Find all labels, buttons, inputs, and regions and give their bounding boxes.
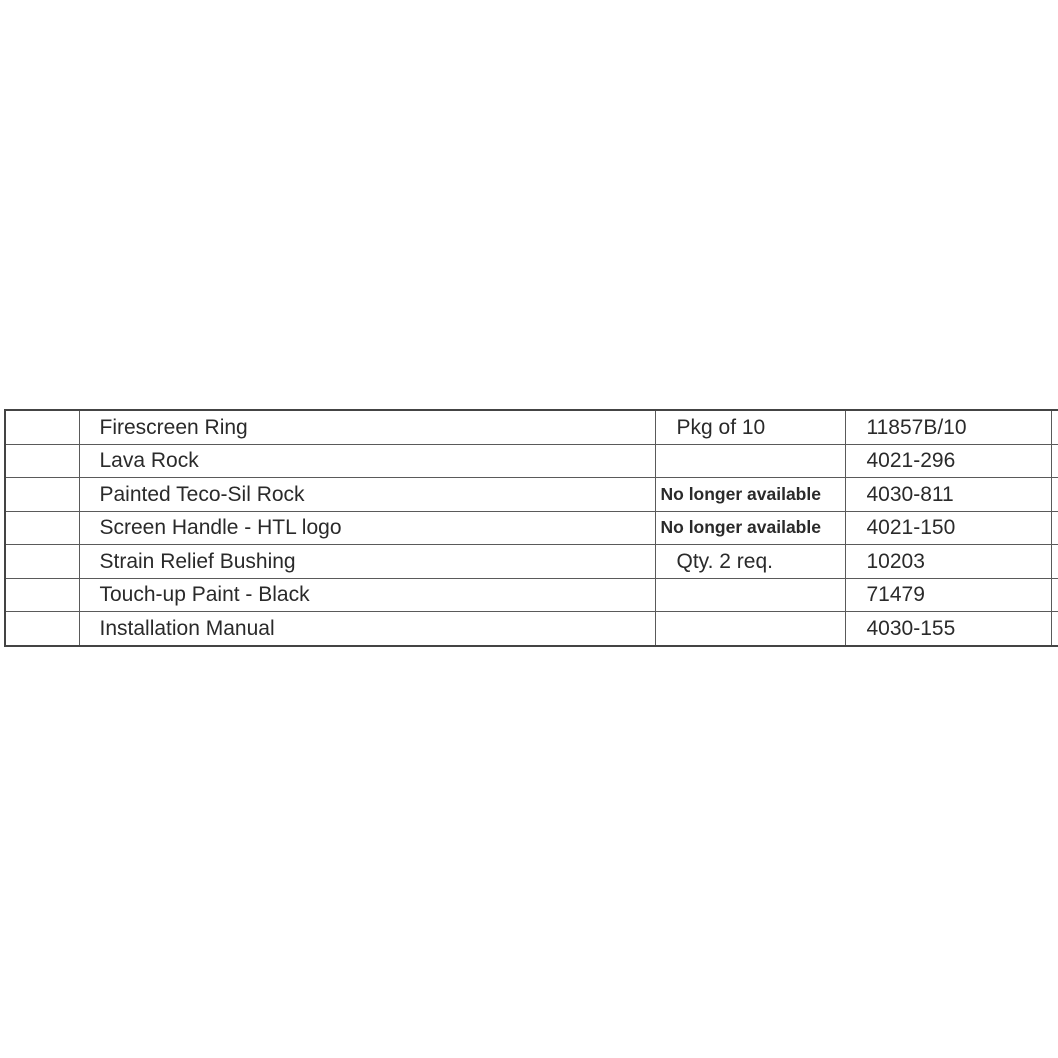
- table-row: [5, 511, 1058, 545]
- description-cell: Screen Handle - HTL logo: [79, 511, 655, 545]
- extra-cell: [1051, 478, 1058, 512]
- extra-cell: [1051, 444, 1058, 478]
- part-number-cell: 11857B/10: [845, 410, 1051, 444]
- item-number-cell: [5, 612, 79, 646]
- table-row: [5, 545, 1058, 579]
- item-number-cell: [5, 511, 79, 545]
- note-cell: [655, 444, 845, 478]
- description-cell: Strain Relief Bushing: [79, 545, 655, 579]
- note-cell: Pkg of 10: [655, 410, 845, 444]
- table-row: [5, 410, 1058, 444]
- table-row: [5, 612, 1058, 646]
- part-number-cell: 4021-296: [845, 444, 1051, 478]
- extra-cell: [1051, 511, 1058, 545]
- part-number-cell: 4030-811: [845, 478, 1051, 512]
- description-cell: Installation Manual: [79, 612, 655, 646]
- note-cell: No longer available: [655, 511, 845, 545]
- extra-cell: [1051, 410, 1058, 444]
- description-cell: Lava Rock: [79, 444, 655, 478]
- description-cell: Firescreen Ring: [79, 410, 655, 444]
- table-row: [5, 478, 1058, 512]
- description-cell: Touch-up Paint - Black: [79, 578, 655, 612]
- parts-list-body: [5, 410, 1058, 646]
- extra-cell: [1051, 545, 1058, 579]
- item-number-cell: [5, 545, 79, 579]
- table-row: [5, 578, 1058, 612]
- item-number-cell: [5, 444, 79, 478]
- description-cell: Painted Teco-Sil Rock: [79, 478, 655, 512]
- item-number-cell: [5, 410, 79, 444]
- table-row: [5, 444, 1058, 478]
- part-number-cell: 4021-150: [845, 511, 1051, 545]
- item-number-cell: [5, 478, 79, 512]
- note-cell: Qty. 2 req.: [655, 545, 845, 579]
- note-cell: [655, 578, 845, 612]
- parts-list-table: [4, 409, 1058, 647]
- part-number-cell: 4030-155: [845, 612, 1051, 646]
- part-number-cell: 71479: [845, 578, 1051, 612]
- extra-cell: [1051, 578, 1058, 612]
- note-cell: [655, 612, 845, 646]
- item-number-cell: [5, 578, 79, 612]
- note-cell: No longer available: [655, 478, 845, 512]
- extra-cell: [1051, 612, 1058, 646]
- part-number-cell: 10203: [845, 545, 1051, 579]
